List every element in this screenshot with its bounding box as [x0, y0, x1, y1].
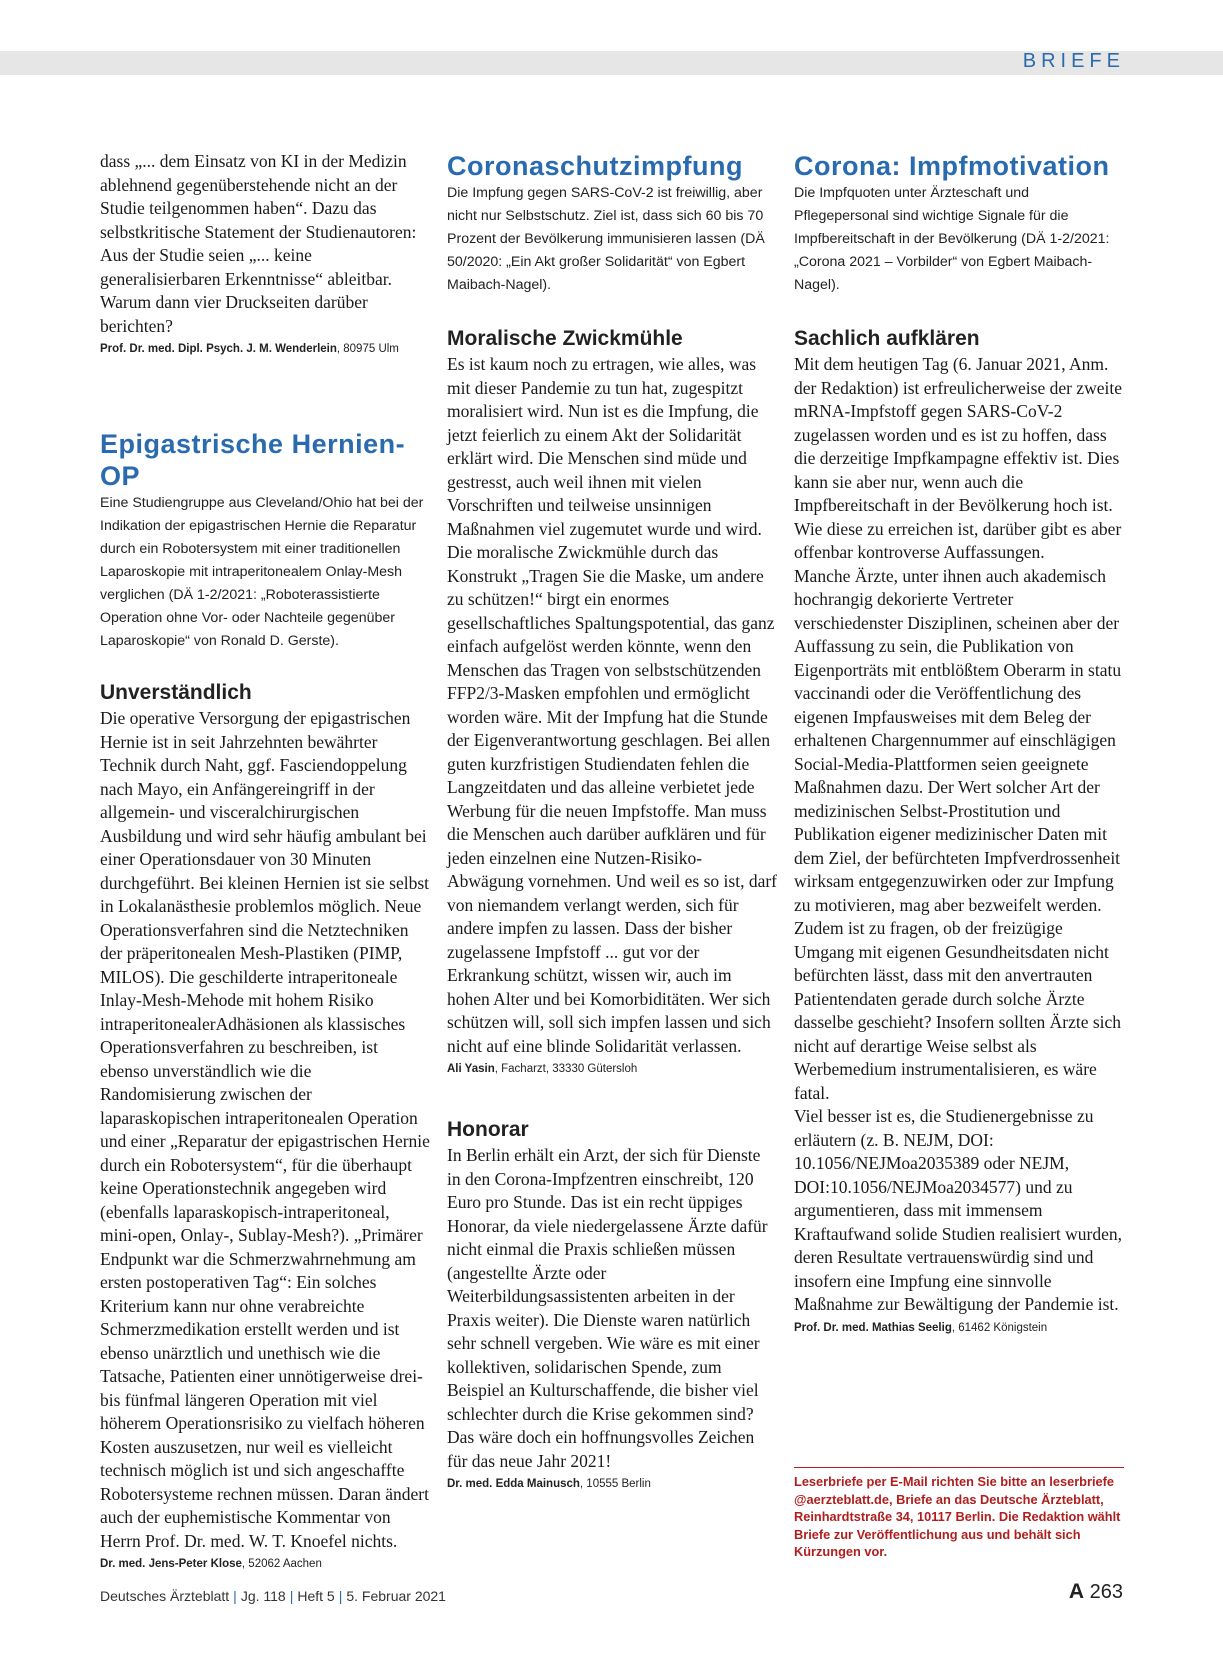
column-1: [100, 150, 430, 1573]
signature: Prof. Dr. med. Mathias Seelig, 61462 Königstein: [794, 1321, 1048, 1334]
article-lead: Die Impfquoten unter Ärzteschaft und Pflegepersonal sind wichtige Signale für die Impfbereitschaft in der Bevölkerung (DÄ 1-2/2021: „Corona 2021 – Vorbilder“ von Egbert Maibach-Nagel).: [794, 185, 1110, 293]
signature: Dr. med. Jens-Peter Klose, 52062 Aachen: [100, 1558, 322, 1570]
footer: [100, 1588, 446, 1604]
article-lead: Eine Studiengruppe aus Cleveland/Ohio hat bei der Indikation der epigastrischen Hernie die Reparatur durch ein Robotersystem mit einer traditionellen Laparoskopie mit intraperitonealem Onlay-Mesh verglichen (DÄ 1-2/2021: „Roboterassistierte Operation ohne Vor- oder Nachteile gegenüber Laparoskopie“ von Ronald D. Gerste).: [100, 495, 424, 649]
separator: |: [289, 1588, 294, 1604]
article-title: Corona: Impfmotivation: [794, 151, 1110, 181]
letter-subhead: Unverständlich: [100, 681, 252, 704]
article-title: Coronaschutzimpfung: [447, 151, 743, 181]
section-label: BRIEFE: [1022, 50, 1125, 72]
letter-body: In Berlin erhält ein Arzt, der sich für Dienste in den Corona-Impfzentren einschreibt, 120 Euro pro Stunde. Das ist ein recht üppiges Honorar, da viele niedergelassene Ärzte dafür nicht einmal die Praxis schließen müssen (angestellte Ärzte oder Weiterbildungsassistenten arbeiten in der Praxis weiter). Die Dienste waren natürlich sehr schnell vergeben. Wie wäre es mit einer kollektiven, solidarischen Spende, zum Beispiel an Kulturschaffende, die bisher viel schlechter durch die Krise gekommen sind? Das wäre doch ein hoffnungsvolles Zeichen für das neue Jahr 2021!: [447, 1145, 768, 1471]
submission-info-box: Leserbriefe per E-Mail richten Sie bitte an leserbriefe @aerzteblatt.de, Briefe an das Deutsche Ärzteblatt, Reinhardtstraße 34, 10117 Berlin. Die Redaktion wählt Briefe zur Veröffentlichung aus und behält sich Kürzungen vor.: [794, 1467, 1124, 1561]
issue: Heft 5: [297, 1588, 335, 1604]
column-2: [447, 150, 777, 1493]
letter-paragraph: Viel besser ist es, die Studienergebnisse zu erläutern (z. B. NEJM, DOI: 10.1056/NEJMoa2035389 oder NEJM, DOI:10.1056/NEJMoa2034577) und zu argumentieren, dass mit immensem Kraftaufwand solide Studien realisiert wurden, deren Resultate vertrauenswürdig sind und insofern eine Impfung eine sinnvolle Maßnahme zur Bewältigung der Pandemie ist.: [794, 1106, 1123, 1314]
letter-body: Die operative Versorgung der epigastrischen Hernie ist in seit Jahrzehnten bewährter Technik durch Naht, ggf. Fasciendoppelung nach Mayo, ein Anfängereingriff in der allgemein- und visceralchirurgischen Ausbildung und wird sehr häufig ambulant bei einer Operationsdauer von 30 Minuten durchgeführt. Bei kleinen Hernien ist sie selbst in Lokalanästhesie problemlos möglich. Neue Operationsverfahren sind die Netztechniken der präperitonealen Mesh-Plastiken (PIMP, MILOS). Die geschilderte intraperitoneale Inlay-Mesh-Mehode mit hohem Risiko intraperitonealerAdhäsionen als klassisches Operationsverfahren zu beschreiben, ist ebenso unverständlich wie die Randomisierung zwischen der laparaskopischen intraperitonealen Operation und einer „Reparatur der epigastrischen Hernie durch ein Robotersystem“, für die überhaupt keine Operationstechnik angegeben wird (ebenfalls laparaskopisch-intraperitoneal, mini-open, Onlay-, Sublay-Mesh?). „Primärer Endpunkt war die Schmerzwahrnehmung am ersten postoperativen Tag“: Ein solches Kriterium kann nur ohne verabreichte Schmerzmedikation erstellt werden und ist ebenso unärztlich und unethisch wie die Tatsache, Patienten einer unnötigerweise drei- bis fünfmal längeren Operation mit viel höherem Operationsrisiko zu vielfach höheren Kosten auszusetzen, nur weil es vielleicht technisch möglich ist und sich angeschaffte Robotersysteme rechnen müssen. Daran ändert auch der euphemistische Kommentar von Herrn Prof. Dr. med. W. T. Knoefel nichts.: [100, 708, 430, 1551]
issue-date: 5. Februar 2021: [346, 1588, 446, 1604]
volume: Jg. 118: [240, 1588, 286, 1604]
intro-text: dass „... dem Einsatz von KI in der Medizin ablehnend gegenüberstehende nicht an der Studie teilgenommen haben“. Dazu das selbstkritische Statement der Studienautoren: Aus der Studie seien „... keine generalisierbaren Erkenntnisse“ ableitbar. Warum dann vier Druckseiten darüber berichten?: [100, 151, 417, 336]
column-3: [794, 150, 1124, 1337]
letter-subhead: Honorar: [447, 1118, 529, 1141]
journal-name: Deutsches Ärzteblatt: [100, 1588, 230, 1604]
letter-subhead: Moralische Zwickmühle: [447, 327, 683, 350]
page-number: A 263: [1068, 1580, 1123, 1603]
letter-paragraph: Manche Ärzte, unter ihnen auch akademisch hochrangig dekorierte Vertreter verschiedenster Disziplinen, scheinen aber der Auffassung zu sein, die Publikation von Eigenporträts mit entblößtem Oberarm in statu vaccinandi oder die Veröffentlichung des eigenen Impfausweises mit dem Beleg der erhaltenen Chargennummer auf einschlägigen Social-Media-Plattformen seien geeignete Maßnahmen dazu. Der Wert solcher Art der medizinischen Selbst-Prostitution und Publikation eigener medizinischer Daten mit dem Ziel, der befürchteten Impfverdrossenheit wirksam entgegenzuwirken oder zur Impfung zu motivieren, mag aber bezweifelt werden.: [794, 565, 1122, 915]
signature: Ali Yasin, Facharzt, 33330 Gütersloh: [447, 1063, 638, 1075]
letter-subhead: Sachlich aufklären: [794, 327, 980, 350]
separator: |: [233, 1588, 237, 1604]
article-title: Epigastrische Hernien-OP: [100, 429, 406, 491]
letter-body: Es ist kaum noch zu ertragen, wie alles, was mit dieser Pandemie zu tun hat, zugespitzt moralisiert wird. Nun ist es die Impfung, die jetzt feierlich zu einem Akt der Solidarität erklärt wird. Die Menschen sind müde und gestresst, auch weil ihnen mit vielen Vorschriften und teilweise unsinnigen Maßnahmen viel zugemutet wurde und wird. Die moralische Zwickmühle durch das Konstrukt „Tragen Sie die Maske, um andere zu schützen!“ birgt ein enormes gesellschaftliches Spaltungspotential, das ganz einfach aufgelöst werden könnte, wenn den Menschen das Tragen von selbstschützenden FFP2/3-Masken empfohlen und ermöglicht worden wäre. Mit der Impfung hat die Stunde der Eigenverantwortung geschlagen. Bei allen guten kurzfristigen Studiendaten fehlen die Langzeitdaten und das alleine verbietet jede Werbung für die neuen Impfstoffe. Man muss die Menschen auch darüber aufklären und für jeden einzelnen eine Nutzen-Risiko-Abwägung vornehmen. Und weil es so ist, darf von niemandem verlangt werden, sich für andere impfen zu lassen. Dass der bisher zugelassene Impfstoff ... gut vor der Erkrankung schützt, wissen wir, auch im hohen Alter und bei Komorbiditäten. Wer sich schützen will, soll sich impfen lassen und sich nicht auf eine blinde Solidarität verlassen.: [447, 354, 778, 1056]
article-lead: Die Impfung gegen SARS-CoV-2 ist freiwillig, aber nicht nur Selbstschutz. Ziel ist, dass sich 60 bis 70 Prozent der Bevölkerung immunisieren lassen (DÄ 50/2020: „Ein Akt großer Solidarität“ von Egbert Maibach-Nagel).: [447, 185, 765, 293]
signature: Prof. Dr. med. Dipl. Psych. J. M. Wenderlein, 80975 Ulm: [100, 343, 399, 355]
letter-paragraph: Mit dem heutigen Tag (6. Januar 2021, Anm. der Redaktion) ist erfreulicherweise der zweite mRNA-Impfstoff gegen SARS-CoV-2 zugelassen worden und es ist zu hoffen, dass die derzeitige Impfkampagne effektiv ist. Dies kann sie aber nur, wenn auch die Impfbereitschaft in der Bevölkerung hoch ist. Wie diese zu erreichen ist, darüber gibt es aber offenbar kontroverse Auffassungen.: [794, 354, 1122, 562]
signature: Dr. med. Edda Mainusch, 10555 Berlin: [447, 1478, 651, 1490]
letter-paragraph: Zudem ist zu fragen, ob der freizügige Umgang mit eigenen Gesundheitsdaten nicht befürchten lässt, dass mit den anvertrauten Patientendaten gerade durch solche Ärzte dasselbe geschieht? Insofern sollten Ärzte sich nicht auf derartige Weise selbst als Werbemedium instrumentalisieren, es wäre fatal.: [794, 918, 1122, 1103]
separator: |: [338, 1588, 343, 1604]
